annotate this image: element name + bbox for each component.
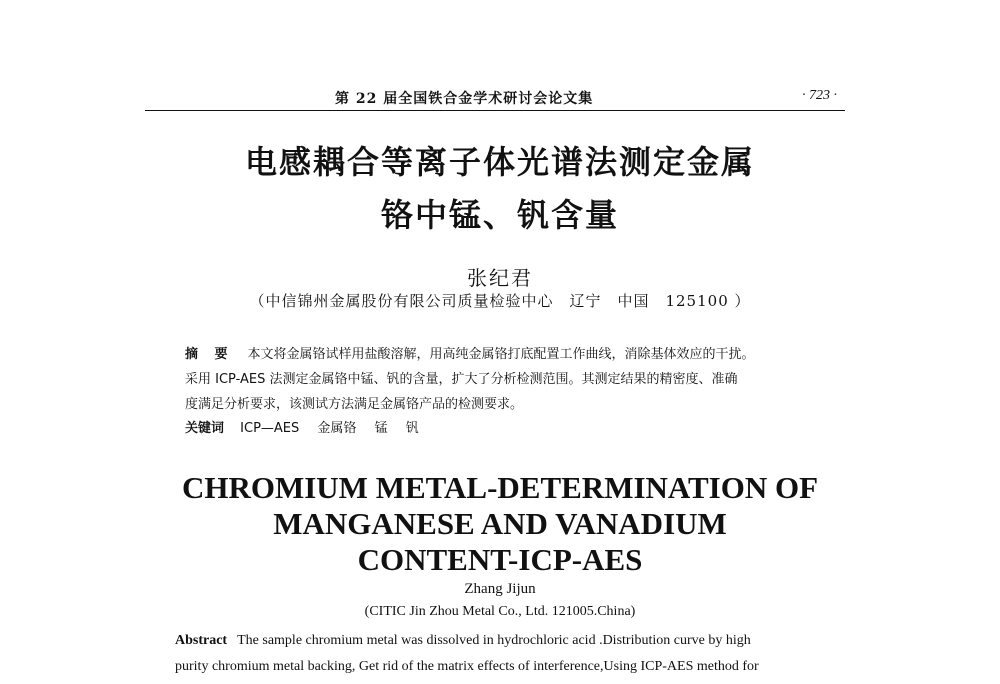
english-abstract-line-1: Abstract The sample chromium metal was dissolved in hydrochloric acid .Distribution curve by high [175,633,751,648]
keyword: 锰 [374,421,388,436]
chinese-abstract-line-3: 度满足分析要求，该测试方法满足金属铬产品的检测要求。 [185,397,524,412]
chinese-abstract-line-1: 摘 要 本文将金属铬试样用盐酸溶解，用高纯金属铬打底配置工作曲线，消除基体效应的干扰。 [185,347,755,362]
chinese-affiliation: （中信锦州金属股份有限公司质量检验中心 辽宁 中国 125100 ） [249,292,751,310]
chinese-keywords-label: 关键词 [185,421,225,436]
chinese-keywords [185,418,815,440]
chinese-abstract-line-2: 采用 ICP-AES 法测定金属铬中锰、钒的含量，扩大了分析检测范围。其测定结果的精密度、准确 [185,372,738,387]
english-author: Zhang Jijun [464,581,536,597]
chinese-abstract-label: 摘 要 [185,347,234,362]
chinese-title-line-2: 铬中锰、钒含量 [380,196,619,234]
page-number: · 723 · [802,88,837,103]
running-header [145,88,845,111]
english-abstract-label: Abstract [175,633,228,648]
keyword: ICP—AES [240,421,300,436]
keyword: 钒 [405,421,419,436]
english-title-line-1: CHROMIUM METAL-DETERMINATION OF [181,470,819,505]
keyword: 金属铬 [317,421,357,436]
chinese-author: 张纪君 [467,266,533,290]
english-affiliation: (CITIC Jin Zhou Metal Co., Ltd. 121005.China) [364,604,636,619]
english-title-line-2: MANGANESE AND VANADIUM [273,506,727,541]
english-abstract-line-2: purity chromium metal backing, Get rid of the matrix effects of interference,Using ICP-AES method for [175,659,759,674]
english-title-line-3: CONTENT-ICP-AES [357,542,643,577]
journal-title: 第 22 届全国铁合金学术研讨会论文集 [335,91,594,107]
chinese-title-line-1: 电感耦合等离子体光谱法测定金属 [244,143,755,181]
chinese-abstract [185,342,815,417]
english-abstract [175,628,835,680]
